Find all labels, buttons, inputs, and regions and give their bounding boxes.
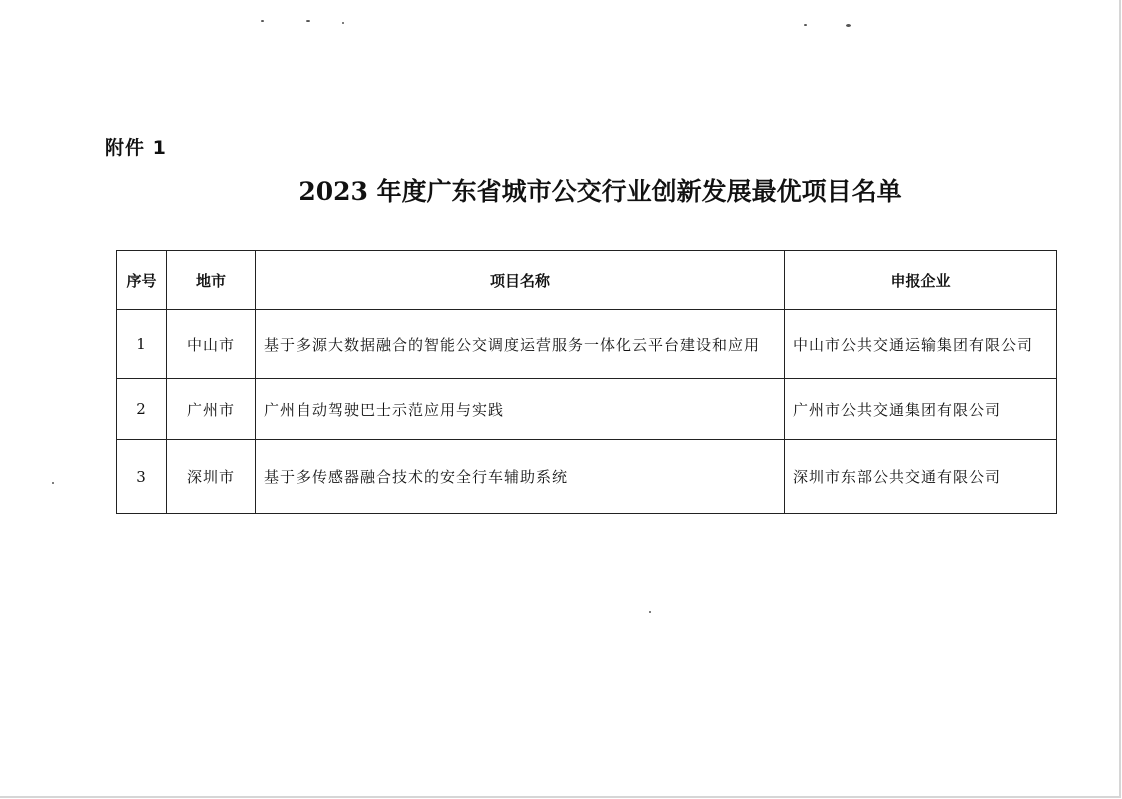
row-project: 广州自动驾驶巴士示范应用与实践 — [256, 379, 785, 440]
row-company: 中山市公共交通运输集团有限公司 — [785, 310, 1057, 379]
row-index: 3 — [117, 440, 167, 514]
row-company: 深圳市东部公共交通有限公司 — [785, 440, 1057, 514]
header-city: 地市 — [167, 251, 256, 310]
scan-speck — [261, 20, 264, 22]
scan-speck — [306, 20, 310, 22]
scan-speck — [52, 482, 54, 484]
row-index: 2 — [117, 379, 167, 440]
project-list-table — [116, 250, 1057, 514]
scan-speck — [342, 22, 344, 24]
scan-speck — [804, 24, 807, 26]
scan-speck — [846, 24, 851, 27]
header-company: 申报企业 — [785, 251, 1057, 310]
table-row — [117, 310, 1057, 379]
attachment-label: 附件 1 — [105, 137, 167, 159]
scan-speck — [649, 611, 651, 613]
header-index: 序号 — [117, 251, 167, 310]
row-city: 广州市 — [167, 379, 256, 440]
page-title: 2023 年度广东省城市公交行业创新发展最优项目名单 — [298, 177, 902, 206]
row-project: 基于多传感器融合技术的安全行车辅助系统 — [256, 440, 785, 514]
row-index: 1 — [117, 310, 167, 379]
table-header-row — [117, 251, 1057, 310]
row-project: 基于多源大数据融合的智能公交调度运营服务一体化云平台建设和应用 — [256, 310, 785, 379]
table-row — [117, 379, 1057, 440]
header-project: 项目名称 — [256, 251, 785, 310]
table-row — [117, 440, 1057, 514]
row-city: 中山市 — [167, 310, 256, 379]
row-city: 深圳市 — [167, 440, 256, 514]
row-company: 广州市公共交通集团有限公司 — [785, 379, 1057, 440]
